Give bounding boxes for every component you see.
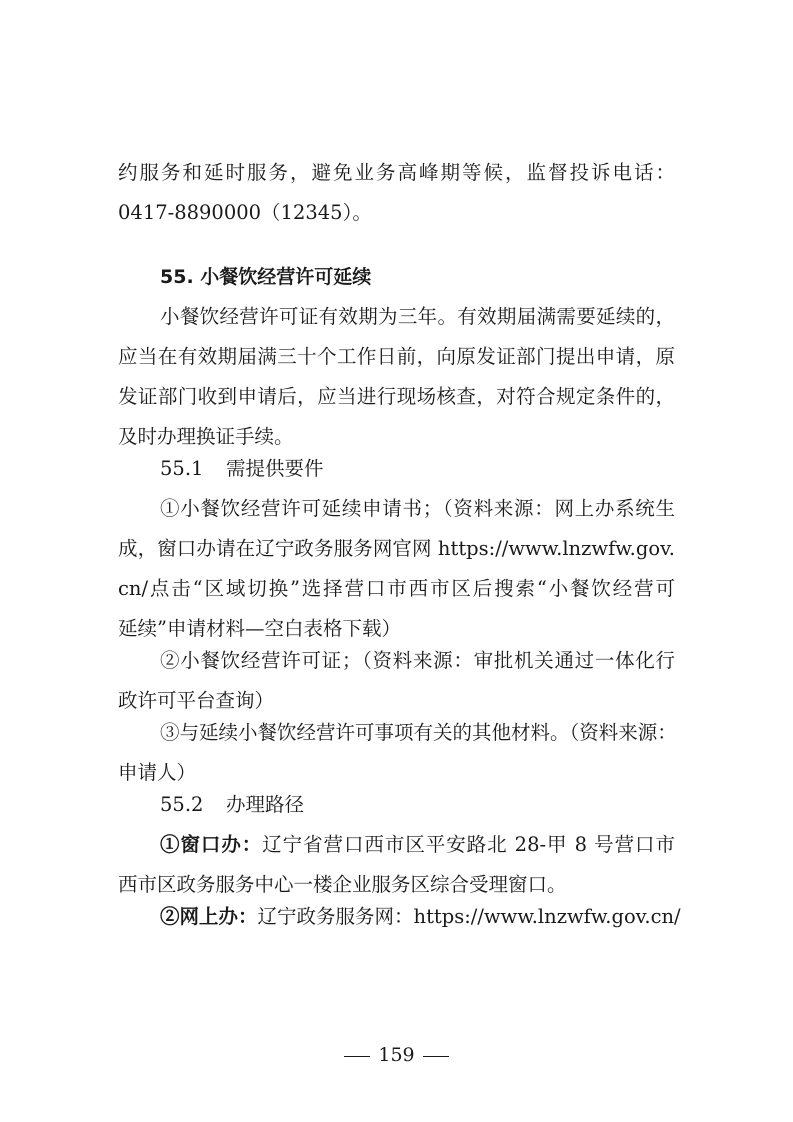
dash-right — [423, 1056, 449, 1057]
dash-left — [344, 1056, 370, 1057]
text-line: 约服务和延时服务，避免业务高峰期等候，监督投诉电话： — [118, 161, 675, 184]
text-line: 发证部门收到申请后，应当进行现场核查，对符合规定条件的， — [118, 385, 675, 408]
text-line — [160, 832, 675, 858]
route-url: 辽宁政务服务网：https://www.lnzwfw.gov.cn/ — [257, 905, 681, 928]
text-line: ②小餐饮经营许可证；（资料来源：审批机关通过一体化行 — [160, 649, 675, 672]
subsection-number: 55.2 — [160, 793, 204, 816]
text-line: 0417-8890000（12345）。 — [118, 201, 372, 224]
text-line: 应当在有效期届满三十个工作日前，向原发证部门提出申请，原 — [118, 345, 675, 368]
subsection-number: 55.1 — [160, 457, 204, 480]
text-line — [160, 904, 681, 930]
route-label: ①窗口办： — [160, 833, 263, 856]
text-line: ③与延续小餐饮经营许可事项有关的其他材料。（资料来源： — [160, 721, 677, 744]
text-line: 及时办理换证手续。 — [118, 425, 294, 448]
text-line: ①小餐饮经营许可延续申请书；（资料来源：网上办系统生 — [160, 497, 675, 520]
text-line: 西市区政务服务中心一楼企业服务区综合受理窗口。 — [118, 873, 567, 896]
subsection-title: 需提供要件 — [226, 457, 324, 480]
subsection-heading — [160, 792, 675, 818]
text-line: cn/点击“区域切换”选择营口市西市区后搜索“小餐饮经营可 — [118, 577, 675, 600]
route-text: 辽宁省营口西市区平安路北 28-甲 8 号营口市 — [262, 833, 675, 856]
page-number — [0, 1044, 793, 1066]
text-line: 小餐饮经营许可证有效期为三年。有效期届满需要延续的， — [160, 305, 675, 328]
text-line: 延续”申请材料—空白表格下载） — [118, 617, 401, 640]
text-line: 成，窗口办请在辽宁政务服务网官网 https://www.lnzwfw.gov. — [118, 537, 675, 560]
page-number-value: 159 — [378, 1044, 415, 1066]
subsection-heading — [160, 456, 675, 482]
route-label: ②网上办： — [160, 905, 258, 928]
section-heading: 55. 小餐饮经营许可延续 — [160, 266, 372, 288]
subsection-title: 办理路径 — [226, 793, 305, 816]
text-line: 申请人） — [118, 761, 197, 784]
text-line: 政许可平台查询） — [118, 689, 275, 712]
